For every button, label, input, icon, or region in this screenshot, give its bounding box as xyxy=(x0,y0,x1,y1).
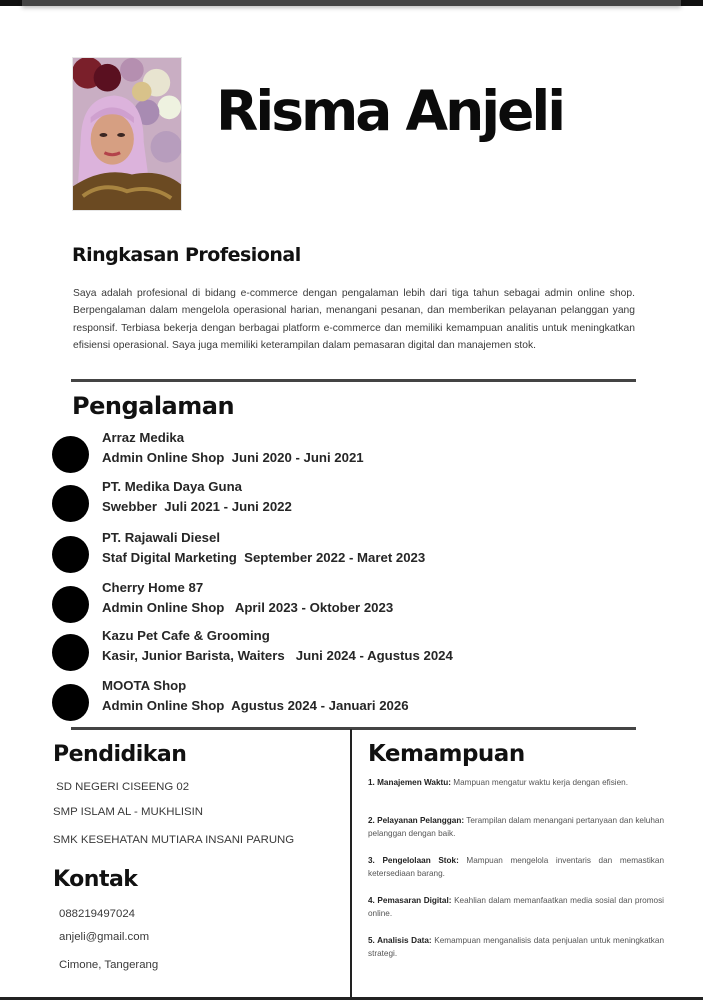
experience-role-period: Staf Digital Marketing September 2022 - Maret 2023 xyxy=(102,550,426,565)
contact-email: anjeli@gmail.com xyxy=(59,931,150,943)
experience-company: Kazu Pet Cafe & Grooming xyxy=(102,628,270,643)
experience-company: PT. Rajawali Diesel xyxy=(102,530,221,545)
bullet-dot-icon xyxy=(52,586,89,623)
skill-description: Keahlian dalam memanfaatkan media sosial dan promosi online. xyxy=(368,896,664,918)
experience-company: Arraz Medika xyxy=(102,430,185,445)
experience-role-period: Admin Online Shop Juni 2020 - Juni 2021 xyxy=(102,450,364,465)
skill-item xyxy=(368,894,664,920)
bullet-dot-icon xyxy=(52,536,89,573)
section-divider xyxy=(71,727,636,730)
experience-heading: Pengalaman xyxy=(72,392,235,420)
experience-role-period: Kasir, Junior Barista, Waiters Juni 2024 - Agustus 2024 xyxy=(102,648,453,663)
experience-item xyxy=(52,479,632,523)
skill-description: Kemampuan menganalisis data penjualan untuk meningkatkan strategi. xyxy=(368,936,665,958)
skills-heading: Kemampuan xyxy=(368,741,525,767)
skill-label: 1. Manajemen Waktu: xyxy=(368,778,451,787)
education-heading: Pendidikan xyxy=(53,742,187,767)
candidate-name: Risma Anjeli xyxy=(216,79,564,143)
skill-item xyxy=(368,854,664,880)
profile-photo xyxy=(72,57,182,211)
experience-item xyxy=(52,628,632,672)
summary-heading: Ringkasan Profesional xyxy=(72,244,301,266)
experience-company: PT. Medika Daya Guna xyxy=(102,479,242,494)
skill-label: 5. Analisis Data: xyxy=(368,936,432,945)
experience-role-period: Admin Online Shop April 2023 - Oktober 2023 xyxy=(102,600,394,615)
bullet-dot-icon xyxy=(52,436,89,473)
window-top-bar xyxy=(22,0,681,6)
education-item: SMP ISLAM AL - MUKHLISIN xyxy=(53,806,204,818)
bullet-dot-icon xyxy=(52,634,89,671)
skill-item xyxy=(368,934,664,960)
skill-label: 2. Pelayanan Pelanggan: xyxy=(368,816,465,825)
portrait-image-icon xyxy=(73,58,181,210)
experience-role-period: Admin Online Shop Agustus 2024 - Januari 2026 xyxy=(102,698,409,713)
skill-description: Mampuan mengelola inventaris dan memastikan ketersediaan barang. xyxy=(368,856,664,878)
skill-label: 4. Pemasaran Digital: xyxy=(368,896,452,905)
contact-phone: 088219497024 xyxy=(59,908,136,920)
education-item: SD NEGERI CISEENG 02 xyxy=(53,781,190,793)
summary-text: Saya adalah profesional di bidang e-commerce dengan pengalaman lebih dari tiga tahun sebagai admin online shop. Berpengalaman dalam mengelola operasional harian, menangani pesanan, dan memberikan pelayanan pelanggan yang responsif. Terbiasa bekerja dengan berbagai platform e-commerce dan memiliki kemampuan analitis untuk meningkatkan efisiensi operasional. Saya juga memiliki keterampilan dalam pemasaran digital dan manajemen stok. xyxy=(73,288,635,351)
experience-item xyxy=(52,530,632,574)
bullet-dot-icon xyxy=(52,684,89,721)
experience-role-period: Swebber Juli 2021 - Juni 2022 xyxy=(102,499,292,514)
bullet-dot-icon xyxy=(52,485,89,522)
experience-item xyxy=(52,580,632,624)
skill-item xyxy=(368,776,664,789)
contact-heading: Kontak xyxy=(53,867,138,892)
experience-item xyxy=(52,678,632,722)
skill-description: Mampuan mengatur waktu kerja dengan efisien. xyxy=(450,778,629,787)
experience-item xyxy=(52,430,632,474)
contact-location: Cimone, Tangerang xyxy=(59,959,159,971)
skill-description: Terampilan dalam menangani pertanyaan dan keluhan pelanggan dengan baik. xyxy=(368,816,664,838)
experience-company: Cherry Home 87 xyxy=(102,580,204,595)
skill-label: 3. Pengelolaan Stok: xyxy=(368,856,459,865)
experience-company: MOOTA Shop xyxy=(102,678,187,693)
education-item: SMK KESEHATAN MUTIARA INSANI PARUNG xyxy=(53,834,295,846)
section-divider xyxy=(71,379,636,382)
skill-item xyxy=(368,814,664,840)
column-divider xyxy=(350,729,352,1000)
